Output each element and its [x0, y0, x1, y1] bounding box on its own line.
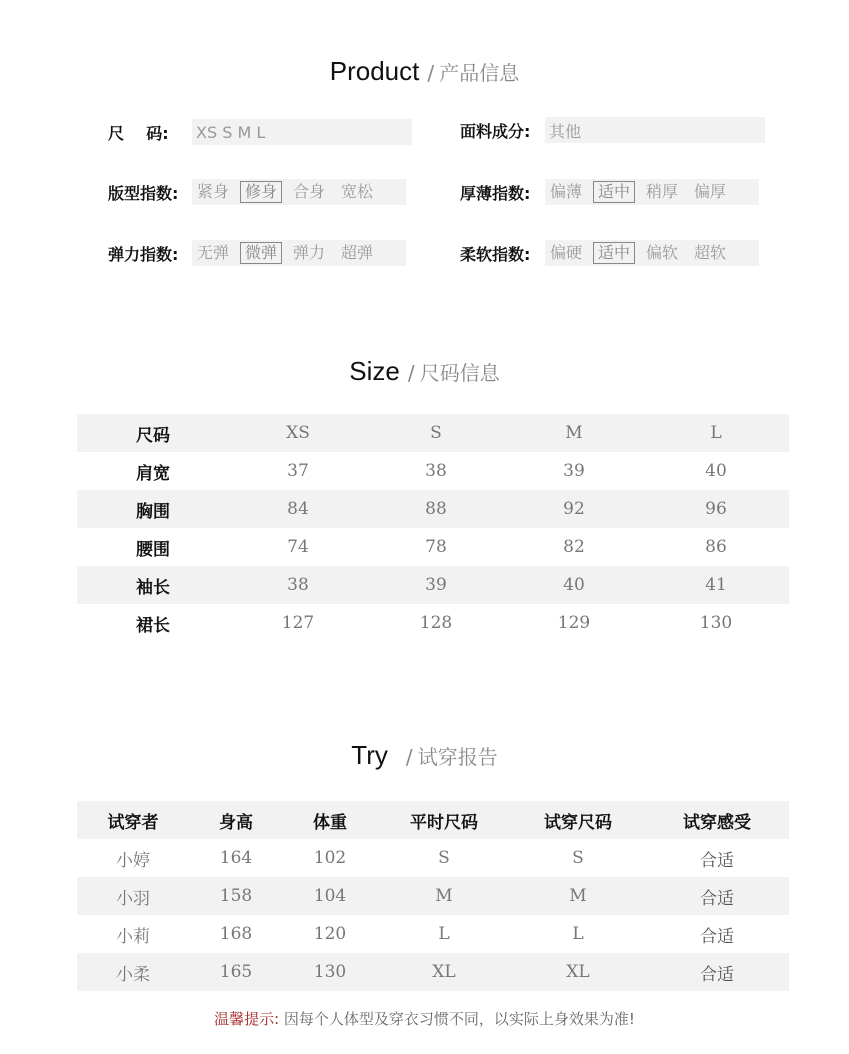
- size-row-label: 裙长: [136, 615, 170, 636]
- size-row-label: 腰围: [136, 539, 170, 560]
- elastic-option: 无弹: [197, 243, 230, 262]
- try-cell-name: 小莉: [116, 926, 150, 947]
- try-table-row: [77, 953, 789, 991]
- product-section-title: [0, 56, 849, 87]
- fabric-row: [460, 117, 530, 143]
- try-cell-feeling: 合适: [645, 877, 789, 915]
- try-cell-usual: L: [438, 924, 450, 944]
- size-cell: 38: [425, 461, 447, 481]
- size-row: [108, 119, 169, 145]
- try-title-en: Try: [351, 740, 388, 770]
- size-cell: 37: [287, 461, 309, 481]
- fabric-label: 面料成分:: [460, 121, 531, 141]
- size-value: XS S M L: [196, 122, 266, 142]
- size-cell: 96: [643, 490, 789, 528]
- fit-option: 修身: [240, 181, 282, 203]
- size-cell: 86: [705, 537, 727, 557]
- thickness-option: 稍厚: [646, 182, 679, 201]
- size-cell: 40: [505, 566, 643, 604]
- fit-option: 宽松: [341, 182, 374, 201]
- size-row-label: 肩宽: [136, 463, 170, 484]
- soft-option: 偏软: [646, 243, 679, 262]
- soft-option: 适中: [593, 242, 635, 264]
- try-cell-feeling: 合适: [700, 850, 734, 871]
- size-cell: 40: [705, 461, 727, 481]
- size-title-sep: /: [407, 361, 415, 385]
- size-title-cn: 尺码信息: [419, 361, 500, 385]
- size-row-label: 尺码: [77, 414, 229, 452]
- size-cell: 39: [563, 461, 585, 481]
- size-value-box: [192, 119, 412, 145]
- size-cell: 92: [505, 490, 643, 528]
- soft-label: 柔软指数:: [460, 244, 531, 264]
- fit-option: 合身: [293, 182, 326, 201]
- soft-option: 偏硬: [550, 243, 583, 262]
- try-table-row: [77, 877, 789, 915]
- size-cell: 128: [419, 613, 453, 633]
- size-cell: 38: [229, 566, 367, 604]
- size-cell: 82: [563, 537, 585, 557]
- size-table-row: [77, 414, 789, 452]
- size-cell: M: [505, 414, 643, 452]
- try-cell-name: 小柔: [77, 953, 189, 991]
- try-table: [77, 801, 789, 991]
- size-cell: XS: [229, 414, 367, 452]
- try-column-header: 试穿感受: [645, 801, 789, 839]
- size-row-label: 袖长: [77, 566, 229, 604]
- size-cell: 88: [367, 490, 505, 528]
- try-cell-name: 小婷: [116, 850, 150, 871]
- size-table-row: [77, 490, 789, 528]
- elastic-option: 弹力: [293, 243, 326, 262]
- product-title-en: Product: [329, 56, 420, 86]
- try-cell-usual: M: [377, 877, 511, 915]
- size-cell: 129: [557, 613, 591, 633]
- thickness-option: 偏薄: [550, 182, 583, 201]
- size-table-row: [77, 566, 789, 604]
- try-cell-weight: 120: [313, 924, 347, 944]
- try-cell-feeling: 合适: [645, 953, 789, 991]
- soft-options: [545, 240, 759, 266]
- size-table: [77, 414, 789, 642]
- size-cell: 41: [643, 566, 789, 604]
- try-cell-height: 164: [219, 848, 253, 868]
- try-column-header: 身高: [189, 801, 283, 839]
- elastic-label: 弹力指数:: [108, 244, 179, 264]
- try-cell-weight: 130: [283, 953, 377, 991]
- size-cell: 84: [229, 490, 367, 528]
- size-cell: 39: [367, 566, 505, 604]
- try-cell-height: 158: [189, 877, 283, 915]
- try-column-header: 试穿者: [77, 801, 189, 839]
- tip-text: 因每个人体型及穿衣习惯不同，以实际上身效果为准!: [283, 1010, 635, 1028]
- fit-label: 版型指数:: [108, 183, 179, 203]
- tip-line: [0, 1008, 849, 1029]
- try-cell-height: 168: [219, 924, 253, 944]
- tip-label: 温馨提示:: [214, 1010, 280, 1028]
- try-table-row: [77, 839, 789, 877]
- try-cell-tried: XL: [511, 953, 645, 991]
- size-table-row: [77, 452, 789, 490]
- size-section-title: [0, 356, 849, 387]
- size-table-row: [77, 528, 789, 566]
- thickness-option: 适中: [593, 181, 635, 203]
- elastic-options: [192, 240, 406, 266]
- size-cell: S: [367, 414, 505, 452]
- elastic-row: [108, 240, 178, 266]
- try-cell-weight: 104: [283, 877, 377, 915]
- fit-row: [108, 179, 178, 205]
- try-header-row: [77, 801, 789, 839]
- size-label: 尺 码:: [108, 123, 169, 143]
- try-title-cn: 试穿报告: [417, 745, 498, 769]
- elastic-option: 超弹: [341, 243, 374, 262]
- soft-option: 超软: [694, 243, 727, 262]
- size-row-label: 胸围: [77, 490, 229, 528]
- fit-options: [192, 179, 406, 205]
- try-cell-feeling: 合适: [700, 926, 734, 947]
- size-title-en: Size: [349, 356, 400, 386]
- try-column-header: 平时尺码: [377, 801, 511, 839]
- try-cell-usual: XL: [377, 953, 511, 991]
- try-cell-tried: M: [511, 877, 645, 915]
- size-table-row: [77, 604, 789, 642]
- product-title-sep: /: [427, 61, 435, 85]
- try-cell-tried: S: [572, 848, 584, 868]
- try-cell-tried: L: [572, 924, 584, 944]
- try-column-header: 体重: [283, 801, 377, 839]
- fabric-value-box: [545, 117, 765, 143]
- fit-option: 紧身: [197, 182, 230, 201]
- size-cell: 127: [281, 613, 315, 633]
- fabric-value: 其他: [549, 121, 582, 141]
- size-cell: 74: [287, 537, 309, 557]
- product-title-cn: 产品信息: [439, 61, 520, 85]
- try-table-row: [77, 915, 789, 953]
- try-section-title: [0, 740, 849, 771]
- thickness-row: [460, 179, 530, 205]
- thickness-option: 偏厚: [694, 182, 727, 201]
- try-column-header: 试穿尺码: [511, 801, 645, 839]
- soft-row: [460, 240, 530, 266]
- try-cell-usual: S: [438, 848, 450, 868]
- size-cell: L: [643, 414, 789, 452]
- try-cell-weight: 102: [313, 848, 347, 868]
- try-cell-name: 小羽: [77, 877, 189, 915]
- try-cell-height: 165: [189, 953, 283, 991]
- thickness-options: [545, 179, 759, 205]
- thickness-label: 厚薄指数:: [460, 183, 531, 203]
- size-cell: 130: [699, 613, 733, 633]
- size-cell: 78: [425, 537, 447, 557]
- try-title-sep: /: [405, 745, 413, 769]
- elastic-option: 微弹: [240, 242, 282, 264]
